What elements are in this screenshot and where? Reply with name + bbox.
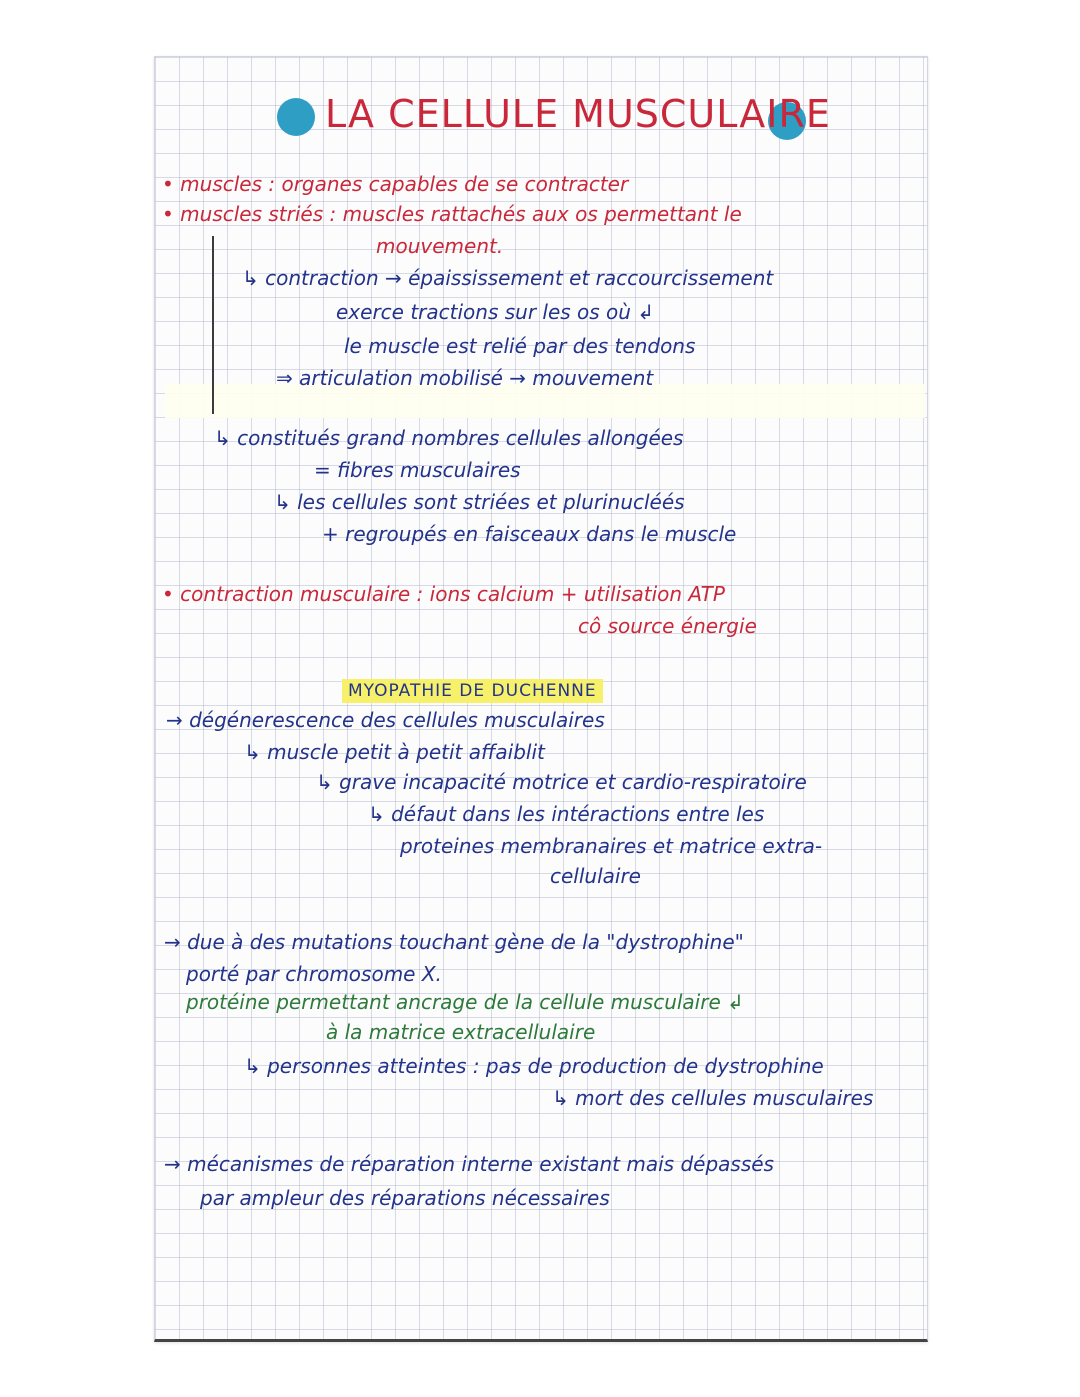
contraction-line-4: ⇒ articulation mobilisé → mouvement — [276, 366, 654, 390]
section-heading-myopathie: MYOPATHIE DE DUCHENNE — [342, 679, 603, 703]
cause-line-4-matrix: à la matrice extracellulaire — [326, 1020, 596, 1044]
structure-line-4: + regroupés en faisceaux dans le muscle — [322, 522, 737, 546]
cause-line-1: → due à des mutations touchant gène de la "dystrophine" — [164, 930, 744, 954]
cause-line-5: ↳ personnes atteintes : pas de production de dystrophine — [244, 1054, 824, 1078]
binder-hole-left — [277, 98, 315, 136]
cause-line-2: porté par chromosome X. — [186, 962, 442, 986]
myopathie-line-1: → dégénerescence des cellules musculaires — [166, 708, 605, 732]
myopathie-line-2: ↳ muscle petit à petit affaiblit — [244, 740, 545, 764]
intro-line-movement: mouvement. — [376, 234, 504, 258]
structure-line-3: ↳ les cellules sont striées et plurinucléés — [274, 490, 685, 514]
myopathie-line-3: ↳ grave incapacité motrice et cardio-respiratoire — [316, 770, 807, 794]
repair-line-1: → mécanismes de réparation interne existant mais dépassés — [164, 1152, 774, 1176]
muscle-contraction-line-2: cô source énergie — [578, 614, 757, 638]
muscle-contraction-line-1: • contraction musculaire : ions calcium + utilisation ATP — [162, 582, 725, 606]
intro-line-muscles: • muscles : organes capables de se contracter — [162, 172, 629, 196]
structure-line-2: = fibres musculaires — [314, 458, 521, 482]
myopathie-line-4: ↳ défaut dans les intéractions entre les — [368, 802, 765, 826]
page-title: LA CELLULE MUSCULAIRE — [325, 92, 831, 136]
cause-line-6: ↳ mort des cellules musculaires — [552, 1086, 874, 1110]
myopathie-line-5: proteines membranaires et matrice extra- — [400, 834, 823, 858]
contraction-line-3: le muscle est relié par des tendons — [344, 334, 696, 358]
contraction-line-2: exerce tractions sur les os où ↲ — [336, 300, 655, 324]
contraction-line-1: ↳ contraction → épaississement et raccourcissement — [242, 266, 774, 290]
structure-line-1: ↳ constitués grand nombres cellules allongées — [214, 426, 684, 450]
intro-line-striated: • muscles striés : muscles rattachés aux os permettant le — [162, 202, 742, 226]
myopathie-line-6: cellulaire — [550, 864, 641, 888]
cause-line-3-protein: protéine permettant ancrage de la cellule musculaire ↲ — [186, 990, 744, 1014]
repair-line-2: par ampleur des réparations nécessaires — [200, 1186, 610, 1210]
bracket-line — [212, 236, 214, 414]
